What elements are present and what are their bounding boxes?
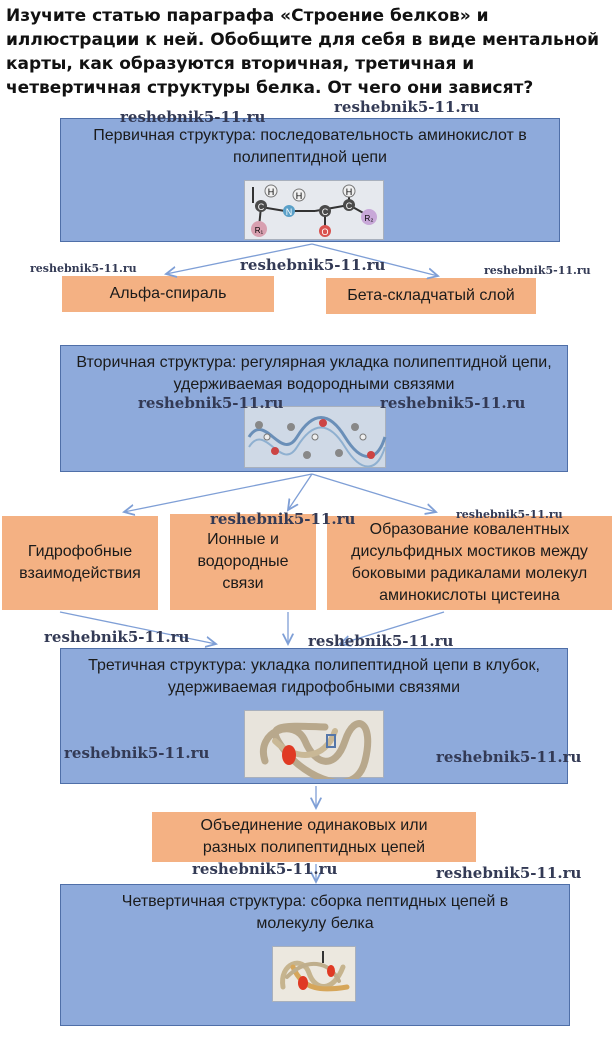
watermark: reshebnik5-11.ru [484,264,591,277]
watermark: reshebnik5-11.ru [436,864,582,882]
label-r1: R₁ [254,226,264,235]
watermark: reshebnik5-11.ru [210,510,356,528]
watermark: reshebnik5-11.ru [30,262,137,275]
watermark: reshebnik5-11.ru [240,256,386,274]
watermark: reshebnik5-11.ru [138,394,284,412]
watermark: reshebnik5-11.ru [44,628,190,646]
disulfide-text: Образование ковалентных дисульфидных мостиков между боковыми радикалами молекул аминокислоты цистеина [351,521,588,604]
watermark: reshebnik5-11.ru [380,394,526,412]
label-n: N [285,207,293,217]
watermark: reshebnik5-11.ru [64,744,210,762]
watermark: reshebnik5-11.ru [192,860,338,878]
secondary-structure-text: Вторичная структура: регулярная укладка полипептидной цепи, удерживаемая водородными связями [76,354,552,393]
label-o: O [321,227,329,237]
watermark: reshebnik5-11.ru [308,632,454,650]
watermark: reshebnik5-11.ru [456,508,563,521]
watermark: reshebnik5-11.ru [334,98,480,116]
alpha-helix-text: Альфа-спираль [109,285,227,302]
tertiary-structure-text: Третичная структура: укладка полипептидной цепи в клубок, удерживаемая гидрофобными связями [88,657,540,696]
label-h1: H [267,187,275,197]
chain-union-text: Объединение одинаковых или разных полипептидных цепей [200,817,428,856]
label-h3: H [345,187,353,197]
watermark: reshebnik5-11.ru [120,108,266,126]
primary-structure-text: Первичная структура: последовательность аминокислот в полипептидной цепи [93,127,527,166]
arrow-secondary-ionic [288,474,312,510]
arrow-secondary-disulfide [312,474,436,512]
task-text: Изучите статью параграфа «Строение белков» и иллюстрации к ней. Обобщите для себя в виде ментальной карты, как образуются вторичная, третичная и четвертичная структуры белка. От чего они зависят? [6,6,600,98]
watermark: reshebnik5-11.ru [436,748,582,766]
arrow-secondary-hydrophobic [124,474,312,512]
label-c1: C [257,202,265,212]
label-c3: C [345,201,353,211]
ionic-hydrogen-text: Ионные и водородные связи [197,531,289,592]
beta-sheet-text: Бета-складчатый слой [347,287,515,304]
hydrophobic-text: Гидрофобные взаимодействия [19,543,141,582]
label-r2: R₂ [364,214,374,223]
label-h2: H [295,191,303,201]
quaternary-structure-text: Четвертичная структура: сборка пептидных цепей в молекулу белка [121,893,509,932]
label-c2: C [321,207,329,217]
